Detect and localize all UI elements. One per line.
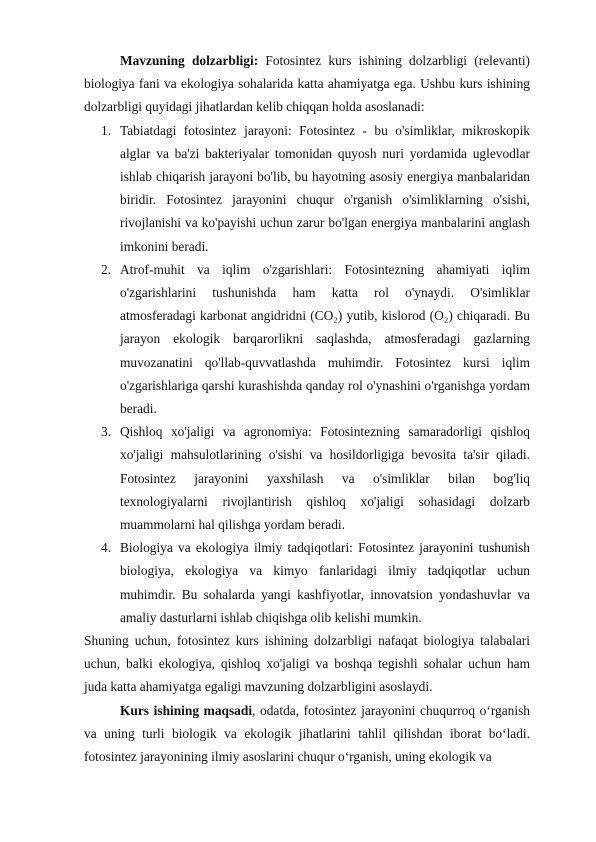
list-item <box>84 258 530 420</box>
list-item-text: Biologiya va ekologiya ilmiy tadqiqotlari: Fotosintez jarayonini tushunish biologiya, ekologiya va kimyo fanlaridagi ilmiy tadqiqotlar uchun muhimdir. Bu sohalarda yangi kashfiyotlar, innovatsion yondashuvlar va amaliy dasturlarni ishlab chiqishga olib kelishi mumkin. <box>120 540 530 625</box>
list-item <box>84 536 530 629</box>
relevance-heading: Mavzuning dolzarbligi: <box>120 53 259 68</box>
list-number: 3. <box>101 424 112 440</box>
list-item-text: Atrof-muhit va iqlim o'zgarishlari: Fotosintezning ahamiyati iqlim o'zgarishlarini tushunishda ham katta rol o'ynaydi. O'simliklar atmosferadagi karbonat angidridni (CO₂) yutib, kislorod (O₂) chiqaradi. Bu jarayon ekologik barqarorlikni saqlashda, atmosferadagi gazlarning muvozanatini qo'llab-quvvatlashda muhimdir. Fotosintez kursi iqlim o'zgarishlariga qarshi kurashishda qanday rol o'ynashini o'rganishga yordam beradi. <box>120 261 530 417</box>
list-number: 2. <box>101 261 112 277</box>
list-item <box>84 420 530 536</box>
goal-heading: Kurs ishining maqsadi <box>120 702 253 718</box>
list-number: 4. <box>101 540 112 556</box>
goal-paragraph <box>84 699 530 769</box>
list-item-text: Qishloq xo'jaligi va agronomiya: Fotosintezning samaradorligi qishloq xo'jaligi mahsulotlarining o'sishi va hosildorligiga bevosita ta'sir qiladi. Fotosintez jarayonini yaxshilash va o'simliklar bilan bog'liq texnologiyalarni rivojlantirish qishloq xo'jaligi sohasidagi dolzarb muammolarni hal qilishga yordam beradi. <box>120 424 530 533</box>
conclusion-paragraph: Shuning uchun, fotosintez kurs ishining dolzarbligi nafaqat biologiya talabalari uchun, balki ekologiya, qishloq xo'jaligi va boshqa tegishli sohalar uchun ham juda katta ahamiyatga egaligi mavzuning dolzarbligini asoslaydi. <box>84 633 530 695</box>
relevance-paragraph <box>84 49 530 119</box>
list-item-text: Tabiatdagi fotosintez jarayoni: Fotosintez - bu o'simliklar, mikroskopik alglar va ba'zi bakteriyalar tomonidan quyosh nuri yordamida uglevodlar ishlab chiqarish jarayoni bo'lib, bu hayotning asosiy energiya manbalaridan biridir. Fotosintez jarayonini chuqur o'rganish o'simliklarning o'sishi, rivojlanishi va ko'payishi uchun zarur bo'lgan energiya manbalarini anglash imkonini beradi. <box>120 122 530 254</box>
document-page <box>84 49 530 768</box>
list-number: 1. <box>101 122 112 138</box>
goal-text: , odatda, fotosintez jarayonini chuqurroq o‘rganish va uning turli biologik va ekologik jihatlarini tahlil qilishdan iborat bo‘ladi. fotosintez jarayonining ilmiy asoslarini chuqur o‘rganish, uning ekologik va <box>84 702 530 765</box>
list-item <box>84 119 530 258</box>
relevance-text: Fotosintez kurs ishining dolzarbligi (relevanti) biologiya fani va ekologiya sohalarida katta ahamiyatga ega. Ushbu kurs ishining dolzarbligi quyidagi jihatlardan kelib chiqqan holda asoslanadi: <box>84 53 530 115</box>
relevance-list <box>84 119 530 629</box>
